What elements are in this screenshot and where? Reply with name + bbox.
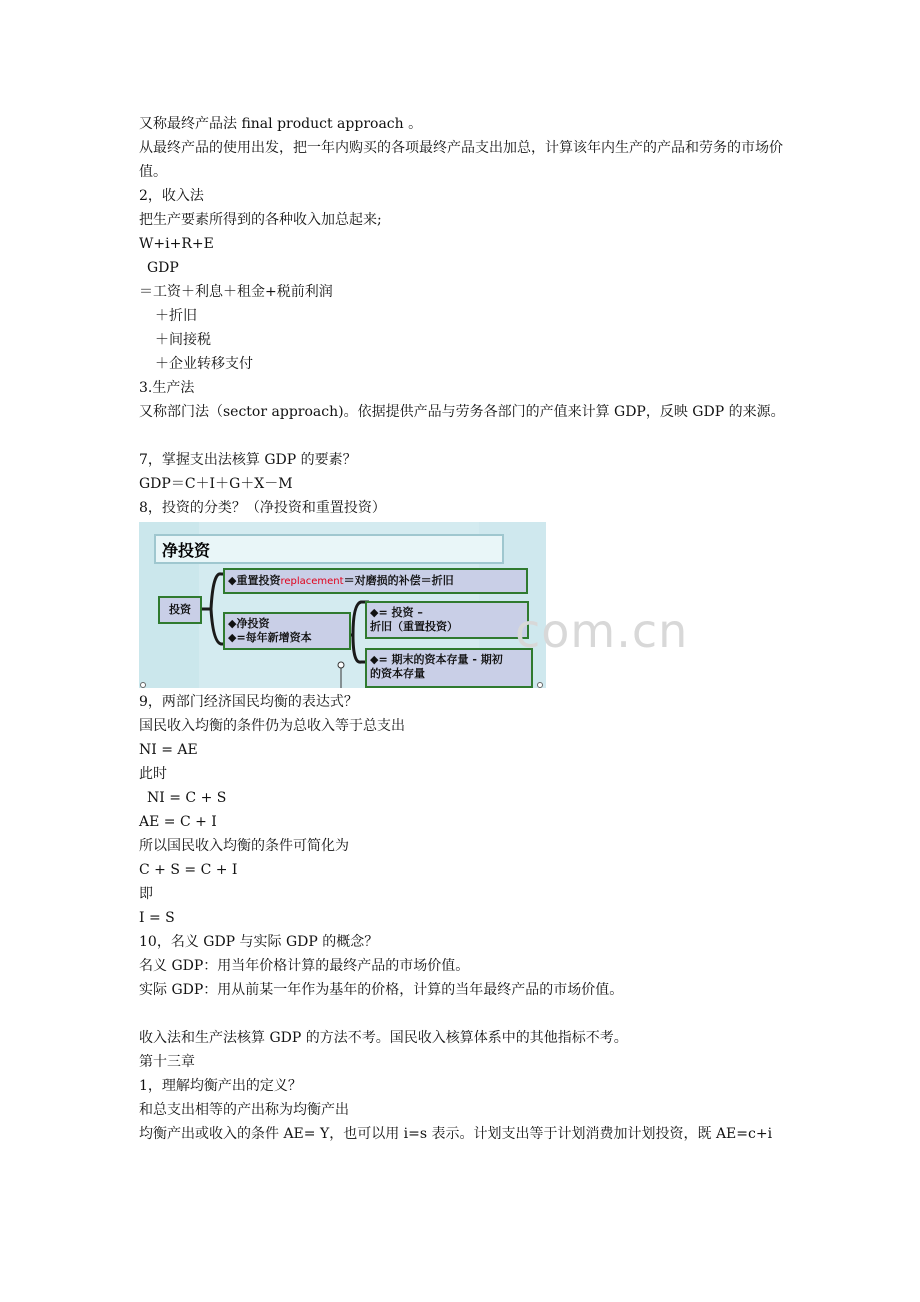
- definition-line: 实际 GDP：用从前某一年作为基年的价格，计算的当年最终产品的市场价值。: [139, 982, 624, 998]
- question-line: 7，掌握支出法核算 GDP 的要素？: [139, 452, 357, 468]
- question-line: 8，投资的分类？（净投资和重置投资）: [139, 500, 386, 516]
- investment-root-box: [158, 596, 202, 624]
- replacement-investment-box: [223, 568, 528, 594]
- blank-line: [139, 1002, 789, 1026]
- text-paragraph: 又称部门法（sector approach)。依据提供产品与劳务各部门的产值来计算 GDP，反映 GDP 的来源。: [139, 404, 785, 420]
- note-line: 收入法和生产法核算 GDP 的方法不考。国民收入核算体系中的其他指标不考。: [139, 1030, 628, 1046]
- formula-line: NI = C + S: [147, 790, 227, 806]
- text-line: 又称最终产品法 final product approach 。: [139, 116, 423, 132]
- formula-line: ＝工资＋利息＋租金+税前利润: [139, 284, 333, 300]
- diagram-title: 净投资: [154, 534, 504, 564]
- formula-line: C + S = C + I: [139, 862, 238, 878]
- net-formula-1-line1: ◆= 投资 –: [370, 606, 423, 619]
- question-line: 1，理解均衡产出的定义？: [139, 1078, 302, 1094]
- text-paragraph: 均衡产出或收入的条件 AE= Y，也可以用 i=s 表示。计划支出等于计划消费加计划投资，既 AE=c+i: [139, 1126, 773, 1142]
- document-page: [139, 112, 789, 1170]
- section-heading: 3.生产法: [139, 380, 195, 396]
- chapter-heading: 第十三章: [139, 1054, 195, 1070]
- net-formula-2-line1: ◆= 期末的资本存量 - 期初: [370, 653, 503, 666]
- replacement-suffix: ＝对磨损的补偿＝折旧: [343, 574, 454, 587]
- section-heading: 2，收入法: [139, 188, 204, 204]
- definition-line: 名义 GDP：用当年价格计算的最终产品的市场价值。: [139, 958, 470, 974]
- formula-line: ＋折旧: [155, 308, 197, 324]
- net-formula-box-1: [365, 601, 529, 639]
- net-investment-line1: ◆净投资: [228, 617, 270, 630]
- net-formula-1-line2: 折旧（重置投资）: [370, 620, 458, 633]
- formula-line: ＋间接税: [155, 332, 211, 348]
- root-label: 投资: [169, 603, 191, 616]
- formula-line: I = S: [139, 910, 175, 926]
- question-line: 10，名义 GDP 与实际 GDP 的概念？: [139, 934, 379, 950]
- watermark: com.cn: [515, 604, 689, 658]
- text-line: 把生产要素所得到的各种收入加总起来;: [139, 212, 382, 228]
- text-line: 所以国民收入均衡的条件可简化为: [139, 838, 349, 854]
- investment-diagram: [139, 522, 546, 688]
- text-line: 国民收入均衡的条件仍为总收入等于总支出: [139, 718, 405, 734]
- replacement-prefix: ◆重置投资: [228, 574, 281, 587]
- net-formula-box-2: [365, 648, 533, 688]
- formula-line: ＋企业转移支付: [155, 356, 253, 372]
- text-line: 即: [139, 886, 153, 902]
- net-investment-box: [223, 612, 351, 650]
- text-line: 和总支出相等的产出称为均衡产出: [139, 1102, 349, 1118]
- formula-label: GDP: [147, 260, 179, 276]
- net-investment-line2: ◆=每年新增资本: [228, 631, 312, 644]
- text-line: 此时: [139, 766, 167, 782]
- net-formula-2-line2: 的资本存量: [370, 667, 425, 680]
- formula-line: GDP＝C＋I＋G＋X－M: [139, 476, 293, 492]
- formula-line: NI = AE: [139, 742, 198, 758]
- question-line: 9，两部门经济国民均衡的表达式？: [139, 694, 358, 710]
- text-paragraph: 从最终产品的使用出发，把一年内购买的各项最终产品支出加总，计算该年内生产的产品和劳务的市场价值。: [139, 140, 783, 180]
- formula-line: W+i+R+E: [139, 236, 214, 252]
- replacement-english: replacement: [280, 576, 344, 587]
- formula-line: AE = C + I: [139, 814, 217, 830]
